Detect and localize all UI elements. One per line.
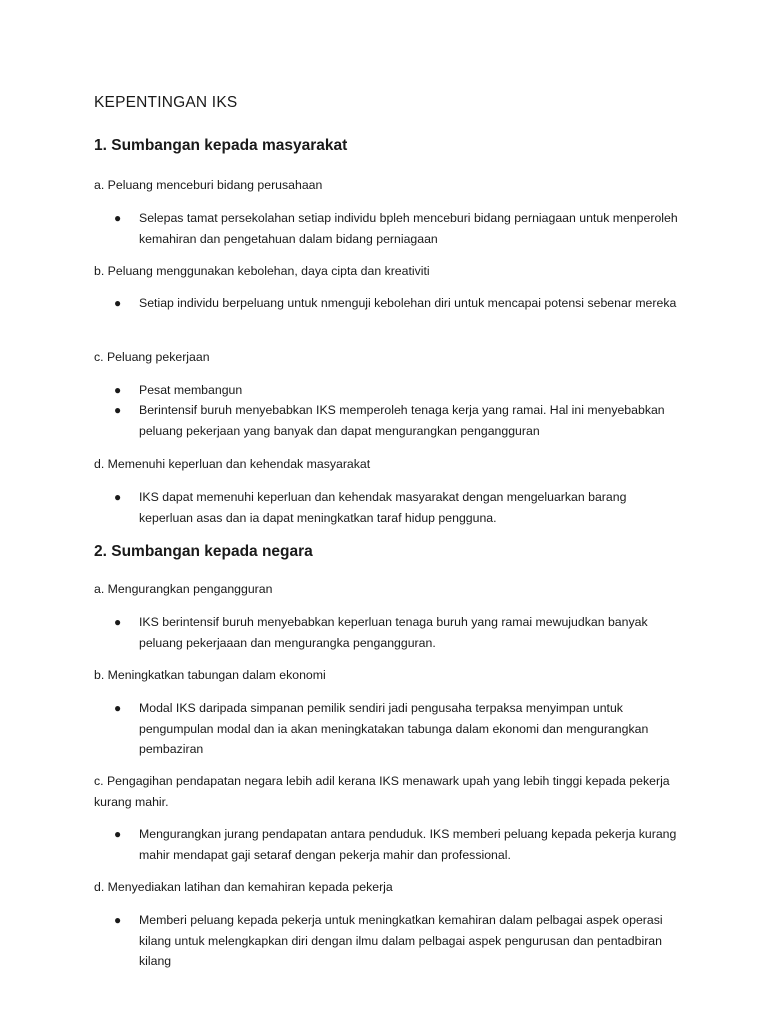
list-item bbox=[114, 400, 679, 441]
list-item bbox=[114, 208, 679, 249]
bullet-text: Selepas tamat persekolahan setiap individu bpleh menceburi bidang perniagaan untuk menperoleh kemahiran dan pengetahuan dalam bidang perniagaan bbox=[139, 211, 678, 246]
bullet-icon: ● bbox=[114, 403, 122, 417]
list-item bbox=[114, 910, 679, 972]
bullet-text: Pesat membangun bbox=[139, 383, 243, 397]
section-heading-negara: 2. Sumbangan kepada negara bbox=[94, 543, 313, 560]
bullet-icon: ● bbox=[114, 701, 122, 715]
bullet-icon: ● bbox=[114, 615, 122, 629]
bullet-text: Berintensif buruh menyebabkan IKS memperoleh tenaga kerja yang ramai. Hal ini menyebabkan peluang pekerjaan yang banyak dan dapat mengurangkan pengangguran bbox=[139, 403, 665, 438]
bullet-icon: ● bbox=[114, 211, 122, 225]
bullet-text: Mengurangkan jurang pendapatan antara penduduk. IKS memberi peluang kepada pekerja kurang mahir mendapat gaji setaraf dengan pekerja mahir dan professional. bbox=[139, 827, 677, 862]
subsection-label: c. Peluang pekerjaan bbox=[94, 350, 210, 364]
list-item bbox=[114, 487, 679, 528]
subsection-label: b. Peluang menggunakan kebolehan, daya cipta dan kreativiti bbox=[94, 264, 430, 278]
subsection-label: a. Peluang menceburi bidang perusahaan bbox=[94, 178, 323, 192]
list-item bbox=[114, 824, 679, 865]
bullet-text: Memberi peluang kepada pekerja untuk meningkatkan kemahiran dalam pelbagai aspek operasi kilang untuk melengkapkan diri dengan ilmu dalam pelbagai aspek pengurusan dan pentadbiran kilang bbox=[139, 913, 663, 968]
bullet-icon: ● bbox=[114, 490, 122, 504]
list-item bbox=[114, 380, 679, 401]
bullet-text: IKS dapat memenuhi keperluan dan kehendak masyarakat dengan mengeluarkan barang keperluan asas dan ia dapat meningkatkan taraf hidup pengguna. bbox=[139, 490, 627, 525]
list-item bbox=[114, 612, 679, 653]
list-item bbox=[114, 293, 679, 314]
bullet-text: Modal IKS daripada simpanan pemilik sendiri jadi pengusaha terpaksa menyimpan untuk pengumpulan modal dan ia akan meningkatakan tabunga dalam ekonomi dan mengurangkan pembaziran bbox=[139, 701, 649, 756]
section-heading-masyarakat: 1. Sumbangan kepada masyarakat bbox=[94, 137, 348, 154]
bullet-icon: ● bbox=[114, 827, 122, 841]
subsection-label: c. Pengagihan pendapatan negara lebih adil kerana IKS menawark upah yang lebih tinggi kepada pekerja kurang mahir. bbox=[94, 774, 670, 809]
subsection-label: a. Mengurangkan pengangguran bbox=[94, 582, 273, 596]
bullet-icon: ● bbox=[114, 913, 122, 927]
list-item bbox=[114, 698, 679, 760]
bullet-text: IKS berintensif buruh menyebabkan keperluan tenaga buruh yang ramai mewujudkan banyak peluang pekerjaaan dan mengurangka pengangguran. bbox=[139, 615, 648, 650]
subsection-label: d. Menyediakan latihan dan kemahiran kepada pekerja bbox=[94, 880, 393, 894]
subsection-label: d. Memenuhi keperluan dan kehendak masyarakat bbox=[94, 457, 371, 471]
bullet-text: Setiap individu berpeluang untuk nmenguji kebolehan diri untuk mencapai potensi sebenar mereka bbox=[139, 296, 677, 310]
bullet-icon: ● bbox=[114, 383, 122, 397]
subsection-label: b. Meningkatkan tabungan dalam ekonomi bbox=[94, 668, 326, 682]
bullet-icon: ● bbox=[114, 296, 122, 310]
document-title: KEPENTINGAN IKS bbox=[94, 94, 238, 111]
